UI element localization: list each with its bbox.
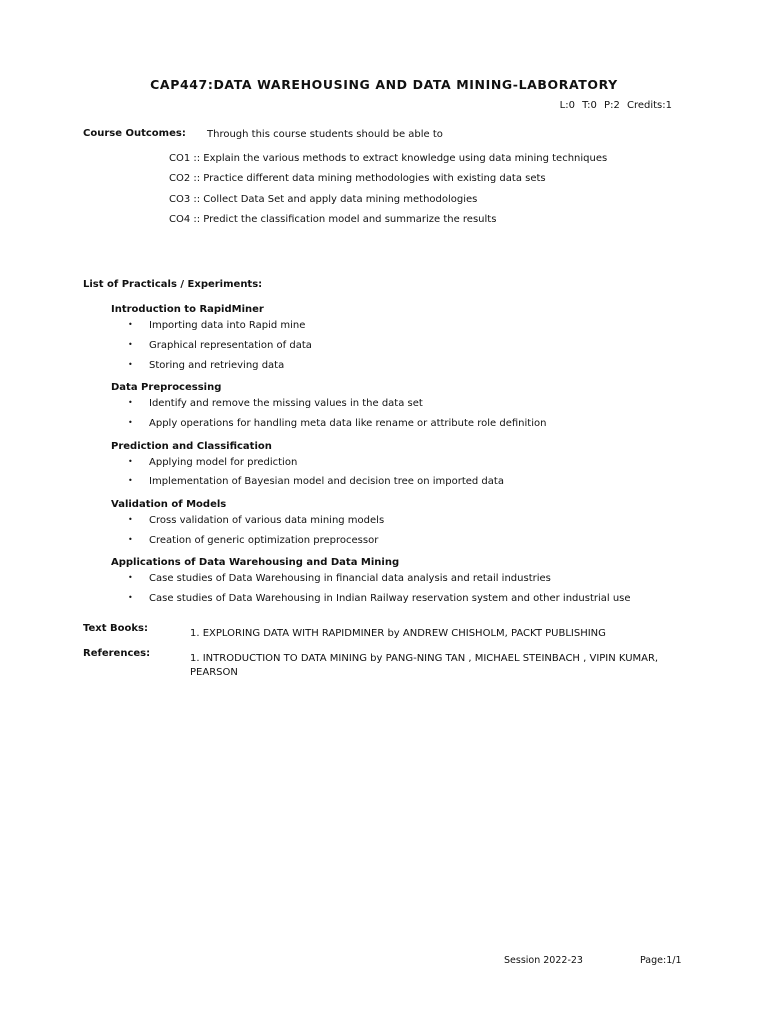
reference-item: 1. INTRODUCTION TO DATA MINING by PANG-NING TAN , MICHAEL STEINBACH , VIPIN KUMAR, PEARSON xyxy=(190,653,659,678)
section-title: Prediction and Classification xyxy=(111,441,272,452)
bullet-icon: • xyxy=(128,320,133,329)
bullet-icon: • xyxy=(128,515,133,524)
section-title: Applications of Data Warehousing and Data Mining xyxy=(111,557,400,568)
section-title: Introduction to RapidMiner xyxy=(111,304,264,315)
section-title: Data Preprocessing xyxy=(111,382,222,393)
list-item: • Creation of generic optimization preprocessor xyxy=(128,535,379,546)
course-outcome-item: CO1 :: Explain the various methods to extract knowledge using data mining techniques xyxy=(169,153,608,164)
credits-line: L:0 T:0 P:2 Credits:1 xyxy=(559,100,672,111)
list-item: • Applying model for prediction xyxy=(128,457,298,468)
course-outcome-item: CO3 :: Collect Data Set and apply data mining methodologies xyxy=(169,194,478,205)
document-title: CAP447:DATA WAREHOUSING AND DATA MINING-LABORATORY xyxy=(150,77,618,92)
bullet-icon: • xyxy=(128,593,133,602)
text-books-label: Text Books: xyxy=(83,623,148,634)
bullet-icon: • xyxy=(128,360,133,369)
bullet-icon: • xyxy=(128,476,133,485)
course-outcome-item: CO4 :: Predict the classification model and summarize the results xyxy=(169,214,497,225)
list-item: • Identify and remove the missing values in the data set xyxy=(128,398,423,409)
course-outcomes-label: Course Outcomes: xyxy=(83,128,186,139)
bullet-icon: • xyxy=(128,398,133,407)
page-number: Page:1/1 xyxy=(640,955,682,966)
bullet-icon: • xyxy=(128,535,133,544)
bullet-icon: • xyxy=(128,573,133,582)
text-book-item: 1. EXPLORING DATA WITH RAPIDMINER by ANDREW CHISHOLM, PACKT PUBLISHING xyxy=(190,628,606,639)
list-item: • Graphical representation of data xyxy=(128,340,312,351)
list-item: • Storing and retrieving data xyxy=(128,360,285,371)
list-item: • Importing data into Rapid mine xyxy=(128,320,306,331)
list-item: • Cross validation of various data mining models xyxy=(128,515,385,526)
course-outcomes-intro: Through this course students should be able to xyxy=(207,129,443,140)
bullet-icon: • xyxy=(128,418,133,427)
course-outcome-item: CO2 :: Practice different data mining methodologies with existing data sets xyxy=(169,173,546,184)
practicals-heading: List of Practicals / Experiments: xyxy=(83,279,263,290)
list-item: • Implementation of Bayesian model and decision tree on imported data xyxy=(128,476,504,487)
bullet-icon: • xyxy=(128,340,133,349)
references-label: References: xyxy=(83,648,151,659)
session-label: Session 2022-23 xyxy=(504,955,583,966)
section-title: Validation of Models xyxy=(111,499,227,510)
list-item: • Case studies of Data Warehousing in Indian Railway reservation system and other industrial use xyxy=(128,593,631,604)
bullet-icon: • xyxy=(128,457,133,466)
list-item: • Case studies of Data Warehousing in financial data analysis and retail industries xyxy=(128,573,551,584)
list-item: • Apply operations for handling meta data like rename or attribute role definition xyxy=(128,418,547,429)
